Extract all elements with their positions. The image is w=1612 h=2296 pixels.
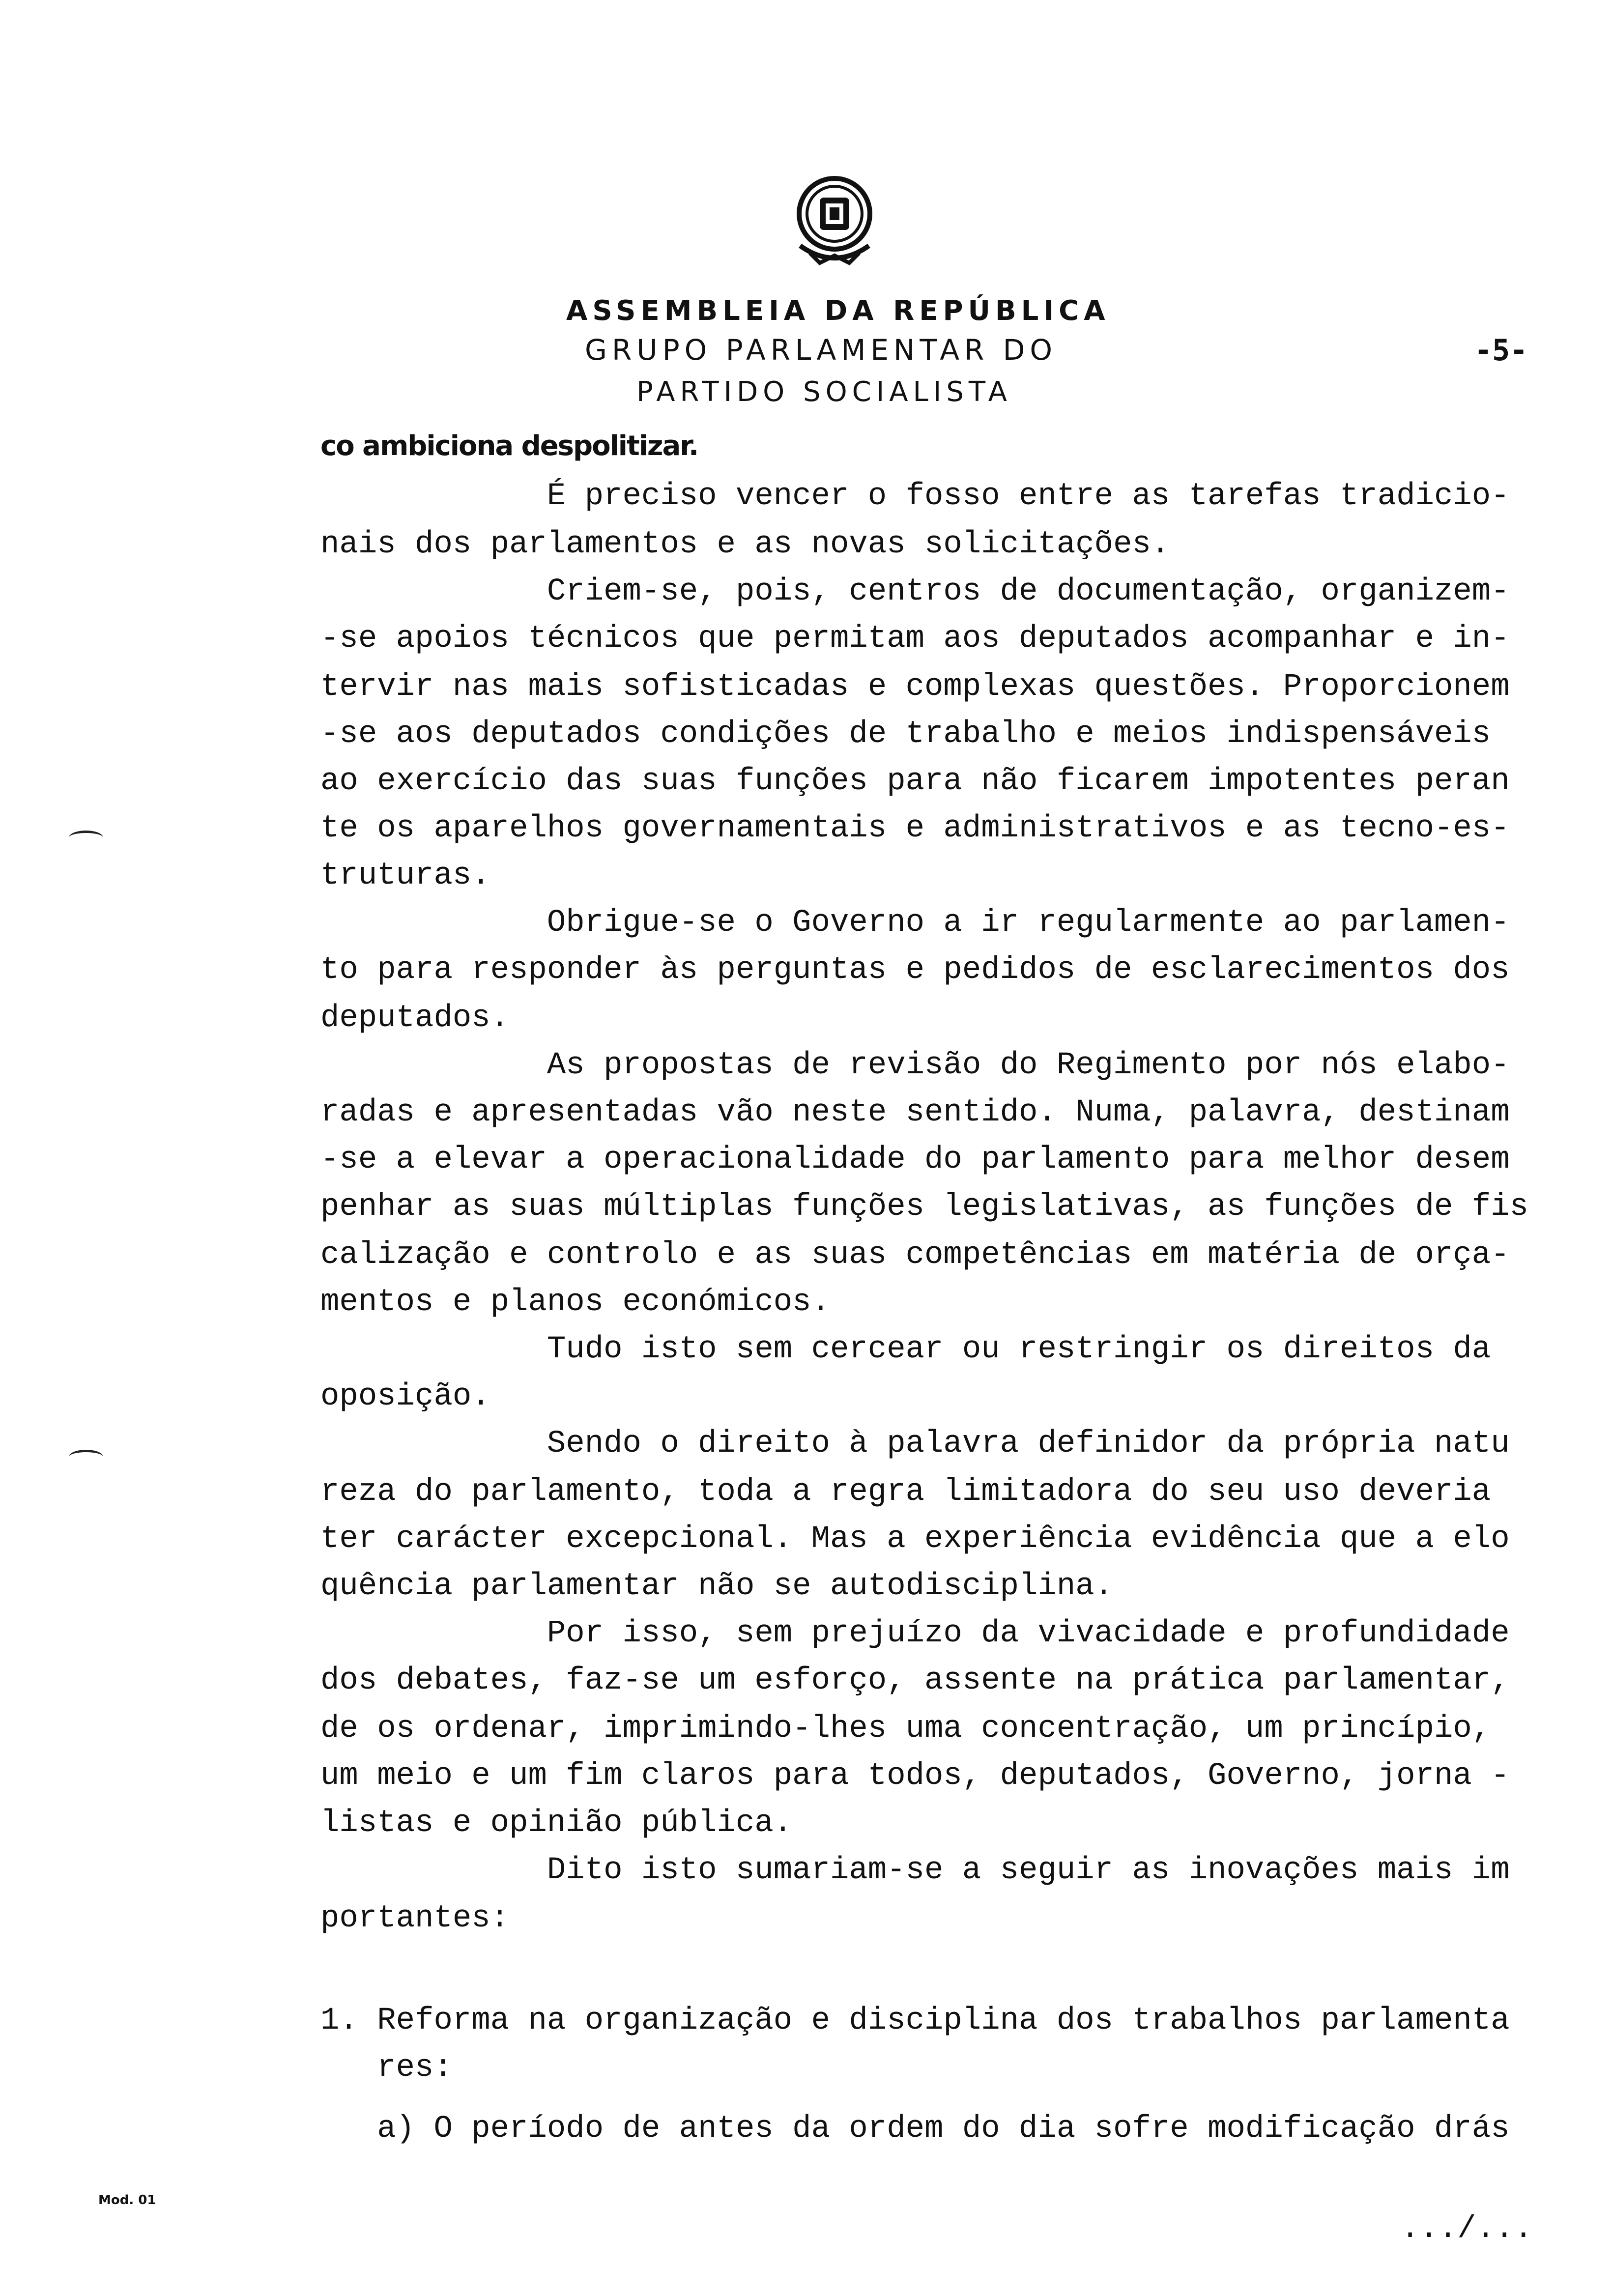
list-item-line: 1. Reforma na organização e disciplina dos trabalhos parlamenta — [320, 2003, 1510, 2038]
body-line: -se apoios técnicos que permitam aos deputados acompanhar e in- — [320, 621, 1510, 657]
body-line: As propostas de revisão do Regimento por nós elabo- — [320, 1048, 1510, 1083]
body-line: te os aparelhos governamentais e administrativos e as tecno-es- — [320, 811, 1510, 846]
body-line: dos debates, faz-se um esforço, assente na prática parlamentar, — [320, 1663, 1510, 1698]
body-line: reza do parlamento, toda a regra limitadora do seu uso deveria — [320, 1474, 1491, 1510]
body-line: ter carácter excepcional. Mas a experiência evidência que a elo — [320, 1521, 1510, 1557]
body-line: -se a elevar a operacionalidade do parlamento para melhor desem — [320, 1142, 1510, 1177]
institution-title: ASSEMBLEIA DA REPÚBLICA — [566, 295, 1110, 327]
body-line: mentos e planos económicos. — [320, 1285, 830, 1320]
body-line: Por isso, sem prejuízo da vivacidade e profundidade — [320, 1616, 1510, 1651]
body-line: radas e apresentadas vão neste sentido. Numa, palavra, destinam — [320, 1095, 1510, 1130]
body-line: deputados. — [320, 1001, 510, 1036]
body-line: calização e controlo e as suas competências em matéria de orça- — [320, 1237, 1510, 1273]
list-item-line: a) O período de antes da ordem do dia sofre modificação drás — [320, 2111, 1510, 2147]
body-line: Criem-se, pois, centros de documentação, organizem- — [320, 574, 1510, 609]
group-title-line2: PARTIDO SOCIALISTA — [636, 376, 1012, 408]
body-line: tervir nas mais sofisticadas e complexas questões. Proporcionem — [320, 669, 1510, 705]
margin-mark — [69, 1450, 103, 1464]
body-line: Tudo isto sem cercear ou restringir os direitos da — [320, 1332, 1491, 1367]
body-line: ao exercício das suas funções para não ficarem impotentes peran — [320, 764, 1510, 799]
body-line: nais dos parlamentos e as novas solicitações. — [320, 527, 1170, 562]
continuation-marker: .../... — [1401, 2211, 1533, 2247]
body-line: Sendo o direito à palavra definidor da própria natu — [320, 1426, 1510, 1462]
body-line: É preciso vencer o fosso entre as tarefas tradicio- — [320, 479, 1510, 514]
body-line: to para responder às perguntas e pedidos de esclarecimentos dos — [320, 952, 1510, 988]
form-code: Mod. 01 — [98, 2193, 156, 2208]
page-number: -5- — [1474, 333, 1528, 368]
body-line: de os ordenar, imprimindo-lhes uma concentração, um princípio, — [320, 1711, 1491, 1747]
body-line: oposição. — [320, 1379, 490, 1414]
body-line: portantes: — [320, 1901, 510, 1936]
margin-mark — [69, 831, 103, 845]
coat-of-arms-emblem — [780, 167, 889, 275]
body-line: Dito isto sumariam-se a seguir as inovações mais im — [320, 1853, 1510, 1888]
body-line: co ambiciona despolitizar. — [320, 430, 698, 462]
list-item-line: res: — [320, 2050, 453, 2086]
body-line: penhar as suas múltiplas funções legislativas, as funções de fis — [320, 1189, 1528, 1225]
body-line: truturas. — [320, 858, 490, 893]
body-line: listas e opinião pública. — [320, 1806, 793, 1841]
body-line: um meio e um fim claros para todos, deputados, Governo, jorna - — [320, 1758, 1510, 1794]
body-line: -se aos deputados condições de trabalho e meios indispensáveis — [320, 717, 1491, 752]
body-line: quência parlamentar não se autodisciplina. — [320, 1569, 1114, 1604]
group-title-line1: GRUPO PARLAMENTAR DO — [585, 333, 1058, 367]
body-line: Obrigue-se o Governo a ir regularmente ao parlamen- — [320, 905, 1510, 941]
